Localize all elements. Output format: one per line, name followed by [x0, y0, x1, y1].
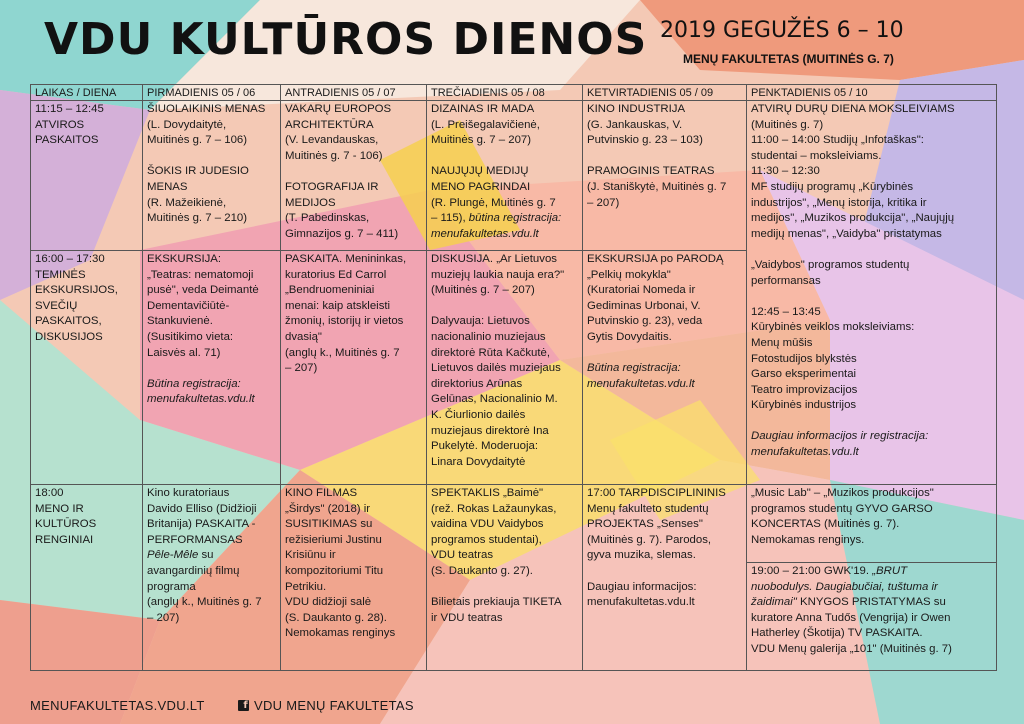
page-title: VDU KULTŪROS DIENOS	[44, 14, 648, 65]
column-header-friday: PENKTADIENIS 05 / 10	[747, 85, 997, 101]
time-slot-label: 18:00 MENO IR KULTŪROS RENGINIAI	[35, 487, 97, 546]
column-header-tuesday: ANTRADIENIS 05 / 07	[281, 85, 427, 101]
table-cell	[583, 251, 747, 485]
column-header-thursday: KETVIRTADIENIS 05 / 09	[583, 85, 747, 101]
event-text: ŠOKIS IR JUDESIO MENAS (R. Mažeikienė, Muitinės g. 7 – 210)	[147, 165, 249, 225]
registration-note: Būtina registracija: menufakultetas.vdu.lt	[587, 362, 695, 390]
event-text: Bilietais prekiauja TIKETA ir VDU teatras	[431, 596, 562, 624]
event-text: KNYGOS PRISTATYMAS su kuratore Anna Tudős (Vengrija) ir Owen Hatherley (Škotija) TV PASKAITA. VDU Menų galerija „101" (Muitinės g. 7)	[751, 596, 952, 655]
table-row	[31, 101, 997, 251]
registration-note: būtina registracija: menufakultetas.vdu.lt	[431, 212, 562, 240]
table-cell	[427, 251, 583, 485]
event-text: 17:00 TARPDISCIPLININIS Menų fakulteto studentų PROJEKTAS „Senses" (Muitinės g. 7). Parodos, gyva muzika, slemas.	[587, 487, 726, 562]
event-text: KINO FILMAS „Širdys" (2018) ir SUSITIKIMAS su režisieriumi Justinu Krisiūnu ir kompozitoriumi Titu Petrikiu. VDU didžioji salė (S. Daukanto g. 28). Nemokamas renginys	[285, 487, 396, 640]
time-slot-label: 16:00 – 17:30 TEMINĖS EKSKURSIJOS, SVEČIŲ PASKAITOS, DISKUSIJOS	[35, 253, 118, 343]
time-cell-lectures	[31, 101, 143, 251]
registration-note: Daugiau informacijos ir registracija: menufakultetas.vdu.lt	[751, 430, 929, 459]
time-cell-evening	[31, 485, 143, 671]
table-cell	[747, 485, 997, 563]
event-text: su avangardinių filmų programa (anglų k., Muitinės g. 7 – 207)	[147, 549, 262, 624]
table-row	[31, 485, 997, 563]
table-cell	[281, 101, 427, 251]
event-text: KINO INDUSTRIJA (G. Jankauskas, V. Putvinskio g. 23 – 103)	[587, 103, 703, 147]
event-dates: 2019 GEGUŽĖS 6 – 10	[660, 18, 904, 43]
table-cell	[583, 485, 747, 671]
facebook-icon: f	[238, 700, 249, 711]
table-cell	[143, 251, 281, 485]
website-link[interactable]: MENUFAKULTETAS.VDU.LT	[30, 698, 205, 713]
event-text: Dalyvauja: Lietuvos nacionalinio muziejaus direktorė Rūta Kačkutė, Lietuvos dailės muziejaus direktorius Arūnas Gelūnas, Nacionalinio M. K. Čiurlionio dailės muziejaus direktorė Ina Pukelytė. Moderuoja: Linara Dovydaitytė	[431, 315, 561, 468]
facebook-link[interactable]	[238, 698, 414, 713]
event-text: Kino kuratoriaus Davido Elliso (Didžioji Britanija) PASKAITA - PERFORMANSAS	[147, 487, 257, 546]
header-row	[31, 85, 997, 101]
table-cell	[583, 101, 747, 251]
event-text: „Vaidybos" programos studentų performansas	[751, 258, 910, 287]
event-text: PRAMOGINIS TEATRAS (J. Staniškytė, Muitinės g. 7 – 207)	[587, 165, 727, 209]
table-cell	[143, 101, 281, 251]
table-cell	[281, 251, 427, 485]
event-text: ŠIUOLAIKINIS MENAS (L. Dovydaitytė, Muitinės g. 7 – 106)	[147, 103, 266, 147]
film-title: Pêle-Mêle	[147, 549, 199, 562]
event-text: EKSKURSIJA: „Teatras: nematomoji pusė", veda Deimantė Dementavičiūtė- Stankuvienė. (Susitikimo vieta: Laisvės al. 71)	[147, 253, 259, 359]
column-header-wednesday: TREČIADIENIS 05 / 08	[427, 85, 583, 101]
event-text: 19:00 – 21:00 GWK'19.	[751, 565, 873, 577]
event-text: ATVIRŲ DURŲ DIENA MOKSLEIVIAMS (Muitinės g. 7) 11:00 – 14:00 Studijų „Infotaškas": studentai – moksleiviams. 11:30 – 12:30 MF studijų programų „Kūrybinės industrijos", „Menų istorija, kritika ir medijos", „Muzikos produkcija", „Naujųjų medijų menas", „Vaidyba" pristatymas	[751, 103, 955, 240]
table-cell	[427, 485, 583, 671]
registration-note: Būtina registracija: menufakultetas.vdu.lt	[147, 377, 255, 406]
event-text: FOTOGRAFIJA IR MEDIJOS (T. Pabedinskas, Gimnazijos g. 7 – 411)	[285, 180, 399, 240]
column-header-time: LAIKAS / DIENA	[31, 85, 143, 101]
event-text: „Music Lab" – „Muzikos produkcijos" programos studentų GYVO GARSO KONCERTAS (Muitinės g. 7). Nemokamas renginys.	[751, 487, 934, 546]
table-cell	[281, 485, 427, 671]
table-cell	[427, 101, 583, 251]
column-header-monday: PIRMADIENIS 05 / 06	[143, 85, 281, 101]
event-text: 12:45 – 13:45 Kūrybinės veiklos moksleiviams: Menų mūšis Fotostudijos blykstės Garso eksperimentai Teatro improvizacijos Kūrybinės industrijos	[751, 305, 915, 412]
book-title: „BRUT nuobodulys. Daugiabučiai, tuštuma ir žaidimai"	[751, 565, 938, 609]
time-slot-label: 11:15 – 12:45 ATVIROS PASKAITOS	[35, 103, 104, 147]
event-text: NAUJŲJŲ MEDIJŲ MENO PAGRINDAI (R. Plungė, Muitinės g. 7 – 115),	[431, 165, 556, 225]
event-text: DIZAINAS IR MADA (L. Preišegalavičienė, Muitinės g. 7 – 207)	[431, 103, 540, 147]
event-text: EKSKURSIJA po PARODĄ „Pelkių mokykla" (Kuratoriai Nomeda ir Gediminas Urbonai, V. Putvinskio g. 23), veda Gytis Dovydaitis.	[587, 253, 724, 343]
time-cell-excursions	[31, 251, 143, 485]
event-text: SPEKTAKLIS „Baimė" (rež. Rokas Lažaunykas, vaidina VDU Vaidybos programos studentai), VDU teatras (S. Daukanto g. 27).	[431, 487, 557, 577]
table-cell	[143, 485, 281, 671]
event-venue: MENŲ FAKULTETAS (MUITINĖS G. 7)	[683, 52, 894, 66]
schedule-table	[30, 84, 997, 671]
facebook-label: VDU MENŲ FAKULTETAS	[254, 698, 414, 713]
event-text: DISKUSIJA. „Ar Lietuvos muziejų laukia nauja era?" (Muitinės g. 7 – 207)	[431, 253, 565, 297]
friday-open-day-cell	[747, 101, 997, 485]
event-text: PASKAITA. Menininkas, kuratorius Ed Carrol „Bendruomeniniai menai: kaip atskleisti žmonių, istorijų ir vietos dvasią" (anglų k., Muitinės g. 7 – 207)	[285, 253, 407, 375]
table-cell	[747, 563, 997, 671]
event-text: VAKARŲ EUROPOS ARCHITEKTŪRA (V. Levandauskas, Muitinės g. 7 - 106)	[285, 103, 392, 162]
event-text: Daugiau informacijos: menufakultetas.vdu.lt	[587, 580, 697, 609]
